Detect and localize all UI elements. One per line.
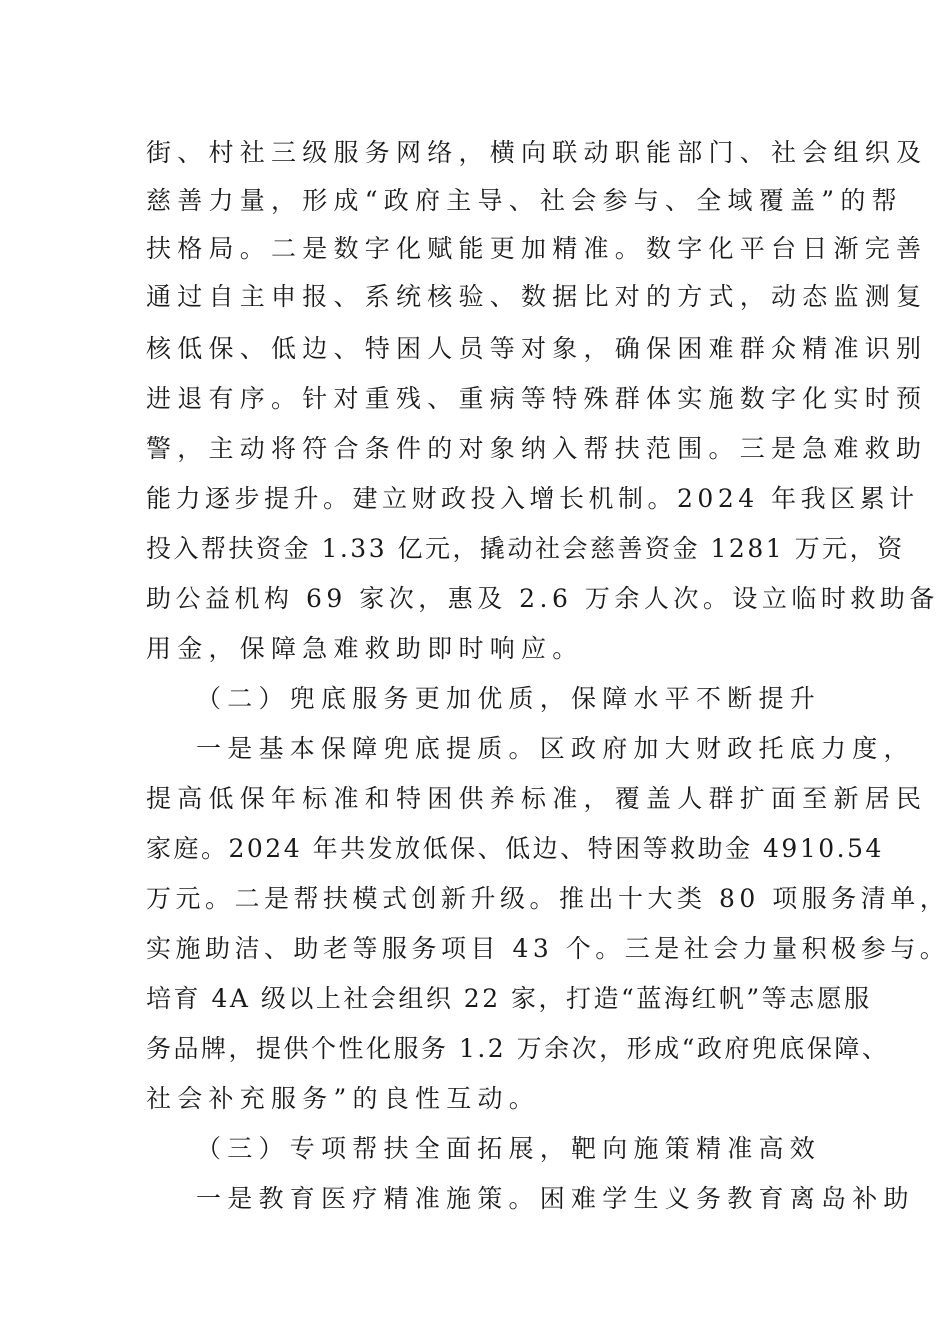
paragraph-line-17: 培育 4A 级以上社会组织 22 家，打造“蓝海红帆”等志愿服 — [146, 984, 872, 1013]
paragraph-line-7: 警，主动将符合条件的对象纳入帮扶范围。三是急难救助 — [146, 434, 928, 463]
paragraph-line-18: 务品牌，提供个性化服务 1.2 万余次，形成“政府兜底保障、 — [146, 1034, 890, 1063]
paragraph-line-2: 慈善力量，形成“政府主导、社会参与、全域覆盖”的帮 — [146, 186, 903, 215]
paragraph-line-12: 一是基本保障兜底提质。区政府加大财政托底力度， — [196, 734, 915, 763]
paragraph-line-8: 能力逐步提升。建立财政投入增长机制。2024 年我区累计 — [146, 484, 919, 513]
paragraph-line-9: 投入帮扶资金 1.33 亿元，撬动社会慈善资金 1281 万元，资 — [146, 534, 905, 563]
paragraph-line-16: 实施助洁、助老等服务项目 43 个。三是社会力量积极参与。 — [146, 934, 950, 963]
paragraph-line-15: 万元。二是帮扶模式创新升级。推出十大类 80 项服务清单， — [146, 884, 950, 913]
paragraph-line-5: 核低保、低边、特困人员等对象，确保困难群众精准识别 — [146, 334, 928, 363]
paragraph-line-13: 提高低保年标准和特困供养标准，覆盖人群扩面至新居民 — [146, 784, 928, 813]
section-heading-2: （二）兜底服务更加优质，保障水平不断提升 — [196, 684, 822, 713]
paragraph-line-3: 扶格局。二是数字化赋能更加精准。数字化平台日渐完善 — [146, 234, 928, 263]
section-heading-3: （三）专项帮扶全面拓展，靶向施策精准高效 — [196, 1134, 822, 1163]
paragraph-line-19: 社会补充服务”的良性互动。 — [146, 1084, 541, 1113]
paragraph-line-4: 通过自主申报、系统核验、数据比对的方式，动态监测复 — [146, 282, 928, 311]
paragraph-line-10: 助公益机构 69 家次，惠及 2.6 万余人次。设立临时救助备 — [146, 584, 939, 613]
paragraph-line-20: 一是教育医疗精准施策。困难学生义务教育离岛补助 — [196, 1184, 915, 1213]
paragraph-line-1: 街、村社三级服务网络，横向联动职能部门、社会组织及 — [146, 138, 928, 167]
paragraph-line-11: 用金，保障急难救助即时响应。 — [146, 634, 584, 663]
paragraph-line-6: 进退有序。针对重残、重病等特殊群体实施数字化实时预 — [146, 384, 928, 413]
paragraph-line-14: 家庭。2024 年共发放低保、低边、特困等救助金 4910.54 — [146, 834, 884, 863]
